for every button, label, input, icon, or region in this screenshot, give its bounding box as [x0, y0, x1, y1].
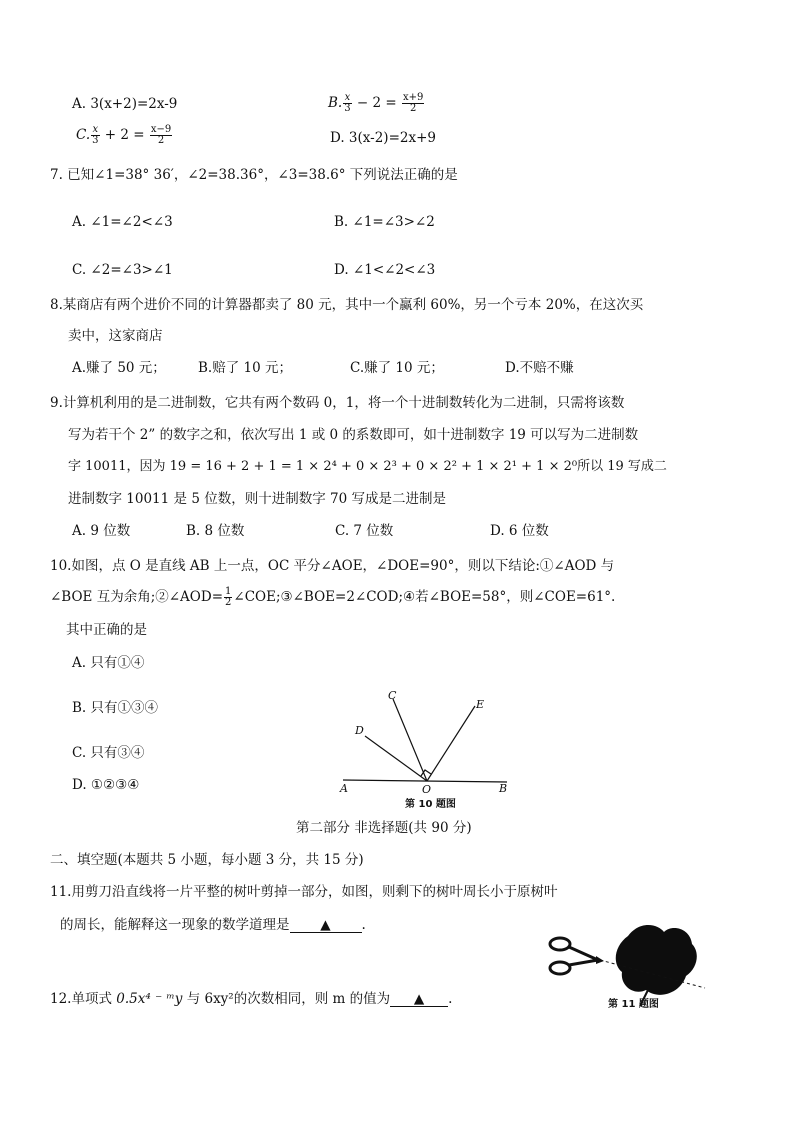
q6-option-a: A. 3(x+2)=2x-9 — [72, 96, 178, 112]
q10-line-1: 10.如图，点 O 是直线 AB 上一点，OC 平分∠AOE，∠DOE=90°，则以下结论:①∠AOD 与 — [50, 558, 615, 574]
q9-line-4: 进制数字 10011 是 5 位数，则十进制数字 70 写成是二进制是 — [68, 491, 446, 507]
q10-figure — [335, 686, 515, 814]
label-b: B — [499, 782, 508, 795]
label-c: C — [388, 689, 397, 702]
q10-figure-caption: 第 10 题图 — [405, 799, 456, 810]
part2-title: 第二部分 非选择题(共 90 分) — [296, 820, 472, 836]
q11-figure-caption: 第 11 题图 — [608, 999, 659, 1010]
q9-option-d: D. 6 位数 — [490, 523, 549, 539]
q10-option-d: D. ①②③④ — [72, 777, 140, 793]
q10-option-c: C. 只有③④ — [72, 745, 145, 761]
q9-option-c: C. 7 位数 — [335, 523, 394, 539]
q10-line-2: ∠BOE 互为余角;②∠AOD= $\frac{1}{2}$ ∠COE;③∠BOE=2∠COD;④若∠BOE=58°，则∠COE=61°. — [50, 586, 616, 608]
q9-option-b: B. 8 位数 — [186, 523, 245, 539]
q7-option-d: D. ∠1<∠2<∠3 — [334, 262, 436, 278]
q11-line-1: 11.用剪刀沿直线将一片平整的树叶剪掉一部分，如图，则剩下的树叶周长小于原树叶 — [50, 884, 558, 900]
q11-line-2: 的周长，能解释这一现象的数学道理是 ▲ . — [60, 917, 366, 933]
q8-line-1: 8.某商店有两个进价不同的计算器都卖了 80 元，其中一个赢利 60%，另一个亏本 20%，在这次买 — [50, 297, 644, 313]
label-d: D — [355, 724, 364, 737]
section2-title: 二、填空题(本题共 5 小题，每小题 3 分，共 15 分) — [50, 852, 364, 868]
q9-line-3: 字 10011，因为 19 = 16 + 2 + 1 = 1 × 2⁴ + 0 × 2³ + 0 × 2² + 1 × 2¹ + 1 × 2⁰所以 19 写成二 — [68, 459, 667, 474]
q6-option-b: B. $\frac{x}{3}$ − 2 = $\frac{x+9}{2}$ — [328, 92, 424, 114]
q11-answer-blank[interactable]: ▲ — [290, 918, 362, 933]
scissors-icon — [550, 938, 604, 974]
q6-option-d: D. 3(x-2)=2x+9 — [330, 130, 436, 146]
label-e: E — [476, 698, 485, 711]
q7-stem: 7. 已知∠1=38° 36′，∠2=38.36°，∠3=38.6° 下列说法正确的是 — [50, 167, 458, 183]
q9-line-2: 写为若干个 2” 的数字之和，依次写出 1 或 0 的系数即可，如十进制数字 19 可以写为二进制数 — [68, 427, 639, 443]
q11-figure — [540, 910, 710, 1014]
ray-oe — [427, 706, 475, 781]
q8-option-c: C.赚了 10 元； — [350, 360, 444, 376]
line-ab — [343, 780, 507, 782]
q12-answer-blank[interactable]: ▲ — [390, 992, 448, 1007]
q7-option-c: C. ∠2=∠3>∠1 — [72, 262, 173, 278]
q6-option-c: C. $\frac{x}{3}$ + 2 = $\frac{x-9}{2}$ — [76, 124, 172, 146]
q8-option-d: D.不赔不赚 — [505, 360, 574, 376]
q8-line-2: 卖中，这家商店 — [68, 328, 163, 344]
q7-option-a: A. ∠1=∠2<∠3 — [72, 214, 173, 230]
q10-line-3: 其中正确的是 — [66, 622, 147, 638]
q8-option-b: B.赔了 10 元； — [198, 360, 292, 376]
q9-option-a: A. 9 位数 — [72, 523, 131, 539]
label-a: A — [340, 782, 348, 795]
q9-line-1: 9.计算机利用的是二进制数，它共有两个数码 0，1，将一个十进制数转化为二进制，只需将该数 — [50, 395, 625, 411]
q10-option-b: B. 只有①③④ — [72, 700, 159, 716]
label-o: O — [422, 783, 432, 796]
leaf-icon — [616, 925, 697, 1006]
q8-option-a: A.赚了 50 元； — [72, 360, 166, 376]
q10-option-a: A. 只有①④ — [72, 655, 145, 671]
q12-line: 12.单项式 0.5x⁴ ⁻ ᵐy 与 6xy²的次数相同，则 m 的值为 ▲ . — [50, 991, 453, 1007]
q7-option-b: B. ∠1=∠3>∠2 — [334, 214, 435, 230]
